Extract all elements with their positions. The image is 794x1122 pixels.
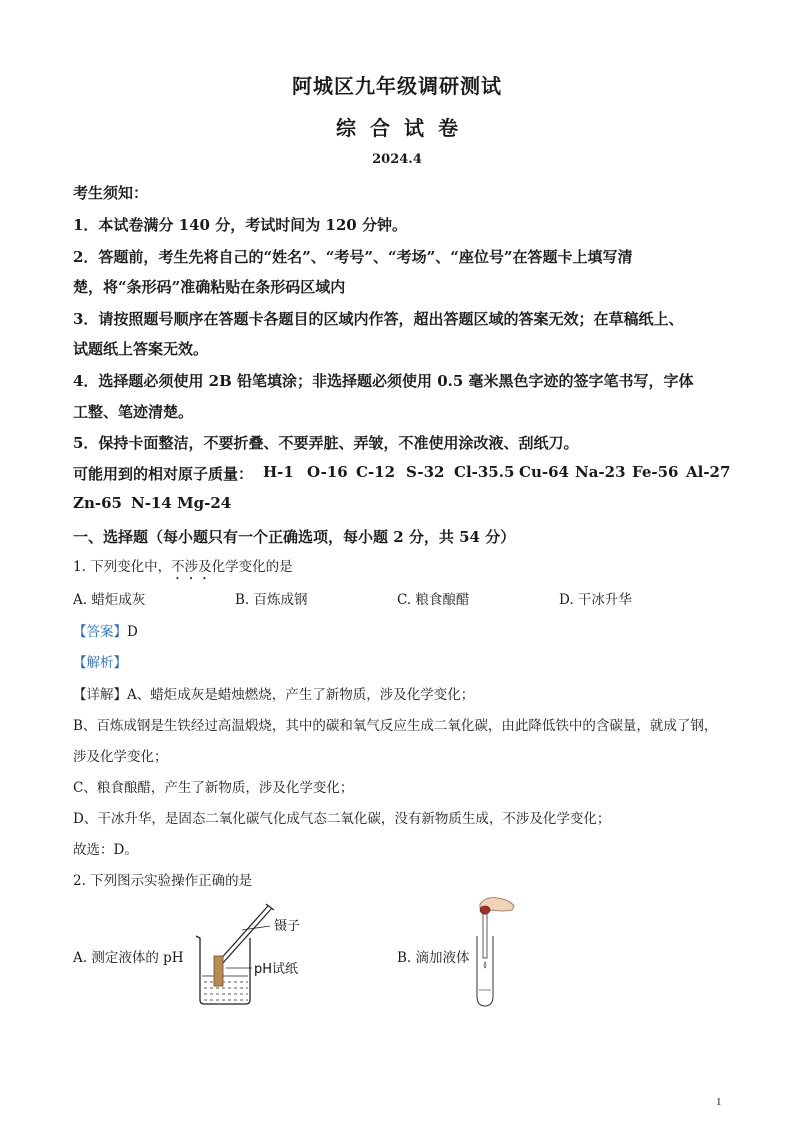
q1-option-d: D. 干冰升华 (559, 592, 632, 608)
q2-stem: 2. 下列图示实验操作正确的是 (73, 873, 253, 889)
section-heading: 一、选择题（每小题只有一个正确选项，每小题 2 分，共 54 分） (73, 528, 516, 546)
atomic-mass-label: 可能用到的相对原子质量： (73, 465, 254, 483)
notice-heading: 考生须知： (73, 184, 149, 202)
atomic-mass-zn: Zn-65 (73, 494, 122, 512)
q1-answer (73, 620, 138, 640)
atomic-mass-cl: Cl-35.5 (454, 463, 515, 481)
detail-a-text: A、蜡炬成灰是蜡烛燃烧，产生了新物质，涉及化学变化； (127, 687, 475, 703)
q1-conclusion: 故选：D。 (73, 842, 138, 858)
exam-subtitle: 综合试卷 (336, 116, 472, 140)
atomic-mass-n: N-14 (131, 494, 172, 512)
exam-date: 2024.4 (372, 152, 422, 167)
notice-item-2-line-2: 楚，将“条形码”准确粘贴在条形码区域内 (73, 278, 346, 296)
atomic-mass-c: C-12 (356, 463, 396, 481)
q2-option-a: A. 测定液体的 pH (73, 950, 184, 966)
analysis-tag: 【解析】 (73, 655, 127, 671)
tweezers-label: 镊子 (274, 919, 301, 934)
atomic-mass-cu: Cu-64 (519, 463, 569, 481)
atomic-mass-mg: Mg-24 (177, 494, 232, 512)
q2-option-b: B. 滴加液体 (397, 950, 470, 966)
q1-option-b: B. 百炼成钢 (235, 592, 308, 608)
notice-item-4-line-2: 工整、笔迹清楚。 (73, 403, 194, 421)
detail-tag: 【详解】 (73, 687, 127, 703)
q1-stem-suffix: 化学变化的是 (211, 559, 293, 575)
answer-tag: 【答案】 (73, 624, 127, 640)
notice-item-3-line-1: 3．请按照题号顺序在答题卡各题目的区域内作答，超出答题区域的答案无效；在草稿纸上、 (73, 310, 684, 328)
atomic-mass-o: O-16 (307, 463, 348, 481)
q1-detail-c: C、粮食酿醋，产生了新物质，涉及化学变化； (73, 780, 354, 796)
tweezers-arm-2 (222, 908, 272, 964)
exam-title: 阿城区九年级调研测试 (292, 74, 502, 98)
notice-item-1: 1．本试卷满分 140 分，考试时间为 120 分钟。 (73, 216, 407, 234)
atomic-mass-al: Al-27 (686, 463, 731, 481)
atomic-mass-s: S-32 (406, 463, 445, 481)
ph-paper (214, 956, 223, 986)
answer-value: D (127, 624, 138, 640)
dropper-bulb (480, 906, 490, 914)
atomic-mass-fe: Fe-56 (632, 463, 679, 481)
q1-stem-prefix: 1. 下列变化中， (73, 559, 172, 575)
dropper-illustration (462, 896, 522, 1011)
dropper-tube (483, 914, 487, 958)
q1-option-c: C. 粮食酿醋 (397, 592, 470, 608)
q1-detail-d: D、干冰升华，是固态二氧化碳气化成气态二氧化碳，没有新物质生成，不涉及化学变化； (73, 811, 611, 827)
page-number: 1 (716, 1096, 722, 1108)
q1-detail-a (73, 683, 474, 703)
q1-option-a: A. 蜡炬成灰 (73, 592, 146, 608)
notice-item-3-line-2: 试题纸上答案无效。 (73, 340, 209, 358)
ph-paper-label: pH试纸 (254, 962, 299, 977)
tweezers-arm-1 (218, 906, 268, 962)
notice-item-2-line-1: 2．答题前，考生先将自己的“姓名”、“考号”、“考场”、“座位号”在答题卡上填写清 (73, 248, 633, 266)
q1-detail-b-line-1: B、百炼成钢是生铁经过高温煅烧，其中的碳和氧气反应生成二氧化碳，由此降低铁中的含碳量，就成了钢， (73, 718, 718, 734)
q1-stem (73, 555, 293, 583)
q1-stem-emphasis: 不涉及 (171, 559, 212, 575)
atomic-mass-h: H-1 (263, 463, 294, 481)
notice-item-5: 5．保持卡面整洁，不要折叠、不要弄脏、弄皱，不准使用涂改液、刮纸刀。 (73, 434, 579, 452)
ph-test-illustration (190, 900, 320, 1010)
atomic-mass-na: Na-23 (575, 463, 626, 481)
q1-detail-b-line-2: 涉及化学变化； (73, 749, 168, 765)
notice-item-4-line-1: 4．选择题必须使用 2B 铅笔填涂；非选择题必须使用 0.5 毫米黑色字迹的签字笔书写，字体 (73, 372, 694, 390)
